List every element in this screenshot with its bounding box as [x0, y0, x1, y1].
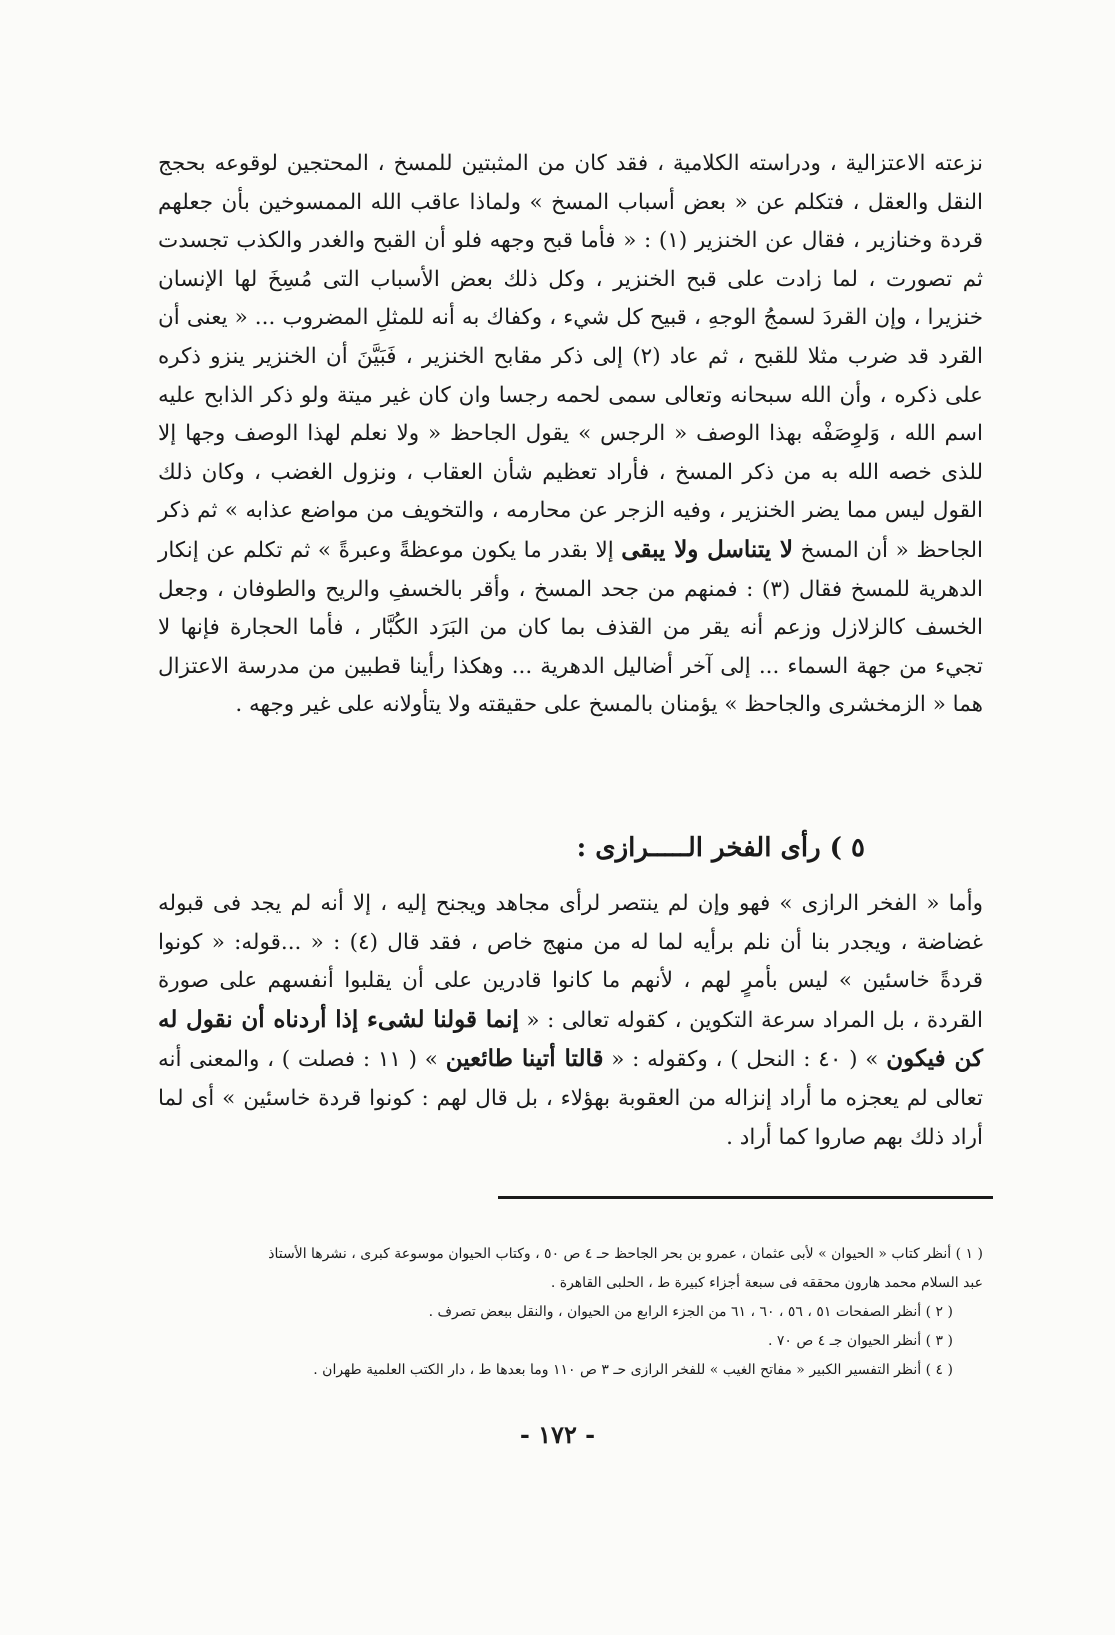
body-line: عن إنكار الدهرية للمسخ فقال (٣) : فمنهم من جحد المسخ ، وأقر بالخسفِ والريح والطوفان ، — [158, 537, 983, 602]
body-line: نزعته الاعتزالية ، ودراسته الكلامية ، فقد كان من المثبتين للمسخ ، المحتجين لوقوعه بحجج — [158, 151, 983, 176]
body-line: تصورت ، لما زادت على قبح الخنزير ، وكل ذلك بعض الأسباب التى مُسِخَ لها الإنسان — [158, 266, 953, 292]
quran-quote: قالتا أتينا طائعين — [445, 1045, 604, 1073]
body-line: وجهه . — [235, 692, 295, 718]
paragraph-part: » ( ١١ : فصلت ) ، والمعنى أنه تعالى لم يعجزه ما أراد إنزاله من العقوبة بهؤلاء ، بل قال لهم : كونوا قردة خاسئين » أى لما أراد ذلك بهم صاروا كما أراد . — [158, 1047, 983, 1150]
body-line: أن القرد قد ضرب مثلا للقبح ، ثم عاد (٢) إلى ذكر مقابح الخنزير ، فَبَيَّنَ أن الخنزير ينزو — [158, 305, 983, 369]
footnote-3: ( ٣ ) أنظر الحيوان جـ ٤ ص ٧٠ . — [767, 1333, 953, 1349]
bold-phrase: لا يتناسل ولا يبقى — [621, 535, 794, 563]
footnote-4: ( ٤ ) أنظر التفسير الكبير « مفاتح الغيب » للفخر الرازى حـ ٣ ص ١١٠ وما بعدها ط ، دار الكتب العلمية طهران . — [313, 1362, 953, 1378]
page-number: - ١٧٢ - — [519, 1420, 596, 1449]
section-heading: ٥ ) رأى الفخر الـــــرازى : — [576, 833, 865, 863]
footnote-2: ( ٢ ) أنظر الصفحات ٥١ ، ٥٦ ، ٦٠ ، ٦١ من الجزء الرابع من الحيوان ، والنقل ببعض تصرف . — [428, 1304, 953, 1320]
body-line: ذكره على ذكره ، وأن الله سبحانه وتعالى سمى لحمه رجسا وان كان غير ميتة ولو ذكر الذابح — [158, 343, 984, 408]
footnotes — [158, 1240, 983, 1385]
paragraph-part: وأما « الفخر الرازى » فهو وإن لم ينتصر لرأى مجاهد ويجنح إليه ، إلا أنه لم يجد فى قبوله غضاضة ، ويجدر بنا أن نلم برأيه لما له من منهج خاص ، فقد قال (٤) : « ...قوله: « كونوا قردةً خاسئين » ليس بأمرٍ لهم ، لأنهم ما كانوا قادرين على أن يقلبوا أنفسهم على صورة القردة ، بل المراد سرعة التكوين ، كقوله تعالى : « — [158, 891, 983, 1033]
footnote-1: ( ١ ) أنظر كتاب « الحيوان » لأبى عثمان ، عمرو بن بحر الجاحظ حـ ٤ ص ٥٠ ، وكتاب الحيوان موسوعة كبرى ، نشرها الأستاذ — [268, 1246, 983, 1262]
quran-quote: إنما قولنا لشىء إذا أردناه أن نقول له كن فيكون — [158, 1005, 983, 1073]
line-part: إلا بقدر ما يكون موعظةً وعبرةً » ثم تكلم — [243, 537, 622, 563]
body-line: القول ليس مما يضر الخنزير ، وفيه الزجر عن محارمه ، والتخويف من مواضع عذابه » ثم — [197, 498, 983, 524]
body-line: فإنها لا تجيء من جهة السماء ... إلى آخر أضاليل الدهرية ... وهكذا رأينا قطبين من مدرسة — [158, 615, 983, 679]
body-line: الاعتزال هما « الزمخشرى والجاحظ » يؤمنان بالمسخ على حقيقته ولا يتأولانه على غير — [158, 653, 983, 718]
footnote-1-cont: عبد السلام محمد هارون محققه فى سبعة أجزاء كبيرة ط ، الحلبى القاهرة . — [550, 1275, 983, 1291]
line-part: ذكر الجاحظ « أن المسخ — [158, 498, 984, 563]
body-line: خنزيرا ، وإن القردَ لسمجُ الوجهِ ، قبيح كل شيء ، وكفاك به أنه للمثلِ المضروب ... « يعنى — [186, 305, 984, 331]
body-line: النقل والعقل ، فتكلم عن « بعض أسباب المسخ » ولماذا عاقب الله الممسوخين بأن جعلهم قردة — [158, 189, 983, 254]
body-text — [158, 145, 983, 725]
body-line: وخنازير ، فقال عن الخنزير (١) : « فأما قبح وجهه فلو أن القبح والغدر والكذب تجسدت ثم — [158, 228, 983, 292]
body-text-2 — [158, 885, 983, 1157]
body-line: إلا للذى خصه الله به من ذكر المسخ ، فأراد تعظيم شأن العقاب ، ونزول الغضب ، وكان ذلك — [158, 421, 983, 485]
footnote-divider — [498, 1196, 993, 1199]
body-line: عليه اسم الله ، وَلوِصَفْه بهذا الوصف « الرجس » يقول الجاحظ « ولا نعلم لهذا الوصف وجها — [158, 382, 983, 447]
body-line: وجعل الخسف كالزلازل وزعم أنه يقر من القذف بما كان من البَرَد الكُبَّار ، فأما الحجارة — [158, 576, 983, 641]
paragraph-part: » ( ٤٠ : النحل ) ، وكقوله : « — [611, 1047, 879, 1073]
